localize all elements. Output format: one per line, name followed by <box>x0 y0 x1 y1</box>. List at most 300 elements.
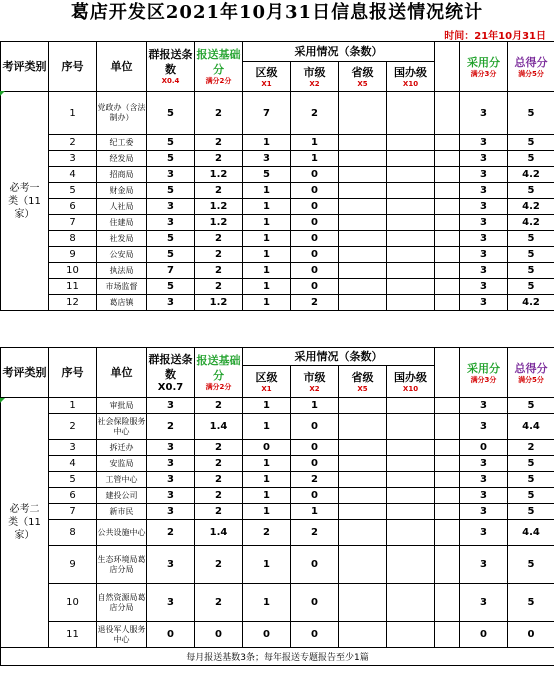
row-index: 10 <box>49 263 97 279</box>
row-spacer <box>435 247 460 263</box>
row-spacer <box>435 584 460 622</box>
row-index: 4 <box>49 167 97 183</box>
row-national <box>387 151 435 167</box>
row-province <box>339 183 387 199</box>
row-spacer <box>435 167 460 183</box>
row-group-count: 7 <box>147 263 195 279</box>
row-base-score: 2 <box>195 456 243 472</box>
row-district: 0 <box>243 440 291 456</box>
row-group-count: 3 <box>147 584 195 622</box>
header-total <box>508 42 554 92</box>
row-province <box>339 247 387 263</box>
row-index: 7 <box>49 504 97 520</box>
row-province <box>339 263 387 279</box>
row-spacer <box>435 414 460 440</box>
header-national-label: 国办级 <box>394 65 427 79</box>
header-national-weight: X10 <box>402 384 419 393</box>
row-index: 9 <box>49 247 97 263</box>
row-national <box>387 440 435 456</box>
row-province <box>339 92 387 135</box>
row-spacer <box>435 183 460 199</box>
row-index: 3 <box>49 151 97 167</box>
row-total: 4.2 <box>508 295 554 311</box>
row-city: 0 <box>291 488 339 504</box>
table-row <box>1 584 554 622</box>
row-unit: 新市民 <box>97 504 147 520</box>
row-total: 5 <box>508 135 554 151</box>
header-total-note: 满分5分 <box>518 375 544 384</box>
row-city: 0 <box>291 231 339 247</box>
table-row <box>1 488 554 504</box>
row-province <box>339 622 387 648</box>
row-total: 0 <box>508 622 554 648</box>
header-city-weight: X2 <box>309 79 320 88</box>
row-group-count: 3 <box>147 295 195 311</box>
row-adopt-score: 3 <box>460 183 508 199</box>
row-district: 1 <box>243 199 291 215</box>
row-index: 8 <box>49 520 97 546</box>
row-city: 0 <box>291 199 339 215</box>
row-base-score: 2 <box>195 247 243 263</box>
table-row <box>1 295 554 311</box>
row-national <box>387 456 435 472</box>
table-row <box>1 151 554 167</box>
header-province-weight: X5 <box>357 79 368 88</box>
row-total: 5 <box>508 247 554 263</box>
row-index: 5 <box>49 183 97 199</box>
row-index: 2 <box>49 414 97 440</box>
row-city: 0 <box>291 622 339 648</box>
row-national <box>387 183 435 199</box>
row-group-count: 3 <box>147 440 195 456</box>
row-province <box>339 231 387 247</box>
row-national <box>387 295 435 311</box>
row-unit: 经发局 <box>97 151 147 167</box>
footer-note: 每月报送基数3条；每年报送专题报告至少1篇 <box>1 648 554 666</box>
row-unit: 安监局 <box>97 456 147 472</box>
header-base-score <box>195 42 243 92</box>
row-total: 5 <box>508 263 554 279</box>
header-group-count-label: 群报送条数 <box>148 48 193 76</box>
row-district: 1 <box>243 398 291 414</box>
row-province <box>339 456 387 472</box>
row-total: 5 <box>508 456 554 472</box>
header-city <box>291 62 339 92</box>
row-total: 4.4 <box>508 520 554 546</box>
row-adopt-score: 3 <box>460 167 508 183</box>
row-city: 1 <box>291 151 339 167</box>
row-base-score: 1.2 <box>195 295 243 311</box>
row-district: 1 <box>243 456 291 472</box>
header-district <box>243 366 291 398</box>
row-national <box>387 167 435 183</box>
row-national <box>387 263 435 279</box>
row-district: 1 <box>243 504 291 520</box>
row-group-count: 5 <box>147 231 195 247</box>
header-district-label: 区级 <box>255 65 278 79</box>
row-province <box>339 279 387 295</box>
row-base-score: 2 <box>195 504 243 520</box>
row-province <box>339 167 387 183</box>
row-index: 9 <box>49 546 97 584</box>
row-spacer <box>435 472 460 488</box>
table-row <box>1 546 554 584</box>
row-adopt-score: 3 <box>460 520 508 546</box>
header-national <box>387 366 435 398</box>
header-adopt-score-note: 满分3分 <box>470 69 497 78</box>
table-row <box>1 215 554 231</box>
row-district: 1 <box>243 263 291 279</box>
header-national-label: 国办级 <box>394 370 427 384</box>
row-city: 0 <box>291 440 339 456</box>
header-district <box>243 62 291 92</box>
row-adopt-score: 3 <box>460 398 508 414</box>
row-group-count: 3 <box>147 472 195 488</box>
header-total-label: 总得分 <box>514 55 548 69</box>
spacer-col <box>435 348 460 398</box>
row-group-count: 3 <box>147 546 195 584</box>
row-base-score: 2 <box>195 263 243 279</box>
row-district: 1 <box>243 584 291 622</box>
header-unit: 单位 <box>97 42 147 92</box>
row-spacer <box>435 398 460 414</box>
row-adopt-score: 3 <box>460 231 508 247</box>
row-base-score: 1.2 <box>195 199 243 215</box>
row-unit: 招商局 <box>97 167 147 183</box>
row-city: 1 <box>291 135 339 151</box>
row-city: 1 <box>291 504 339 520</box>
header-unit: 单位 <box>97 348 147 398</box>
row-total: 5 <box>508 546 554 584</box>
cell-comment-marker <box>0 91 5 96</box>
row-province <box>339 295 387 311</box>
row-adopt-score: 3 <box>460 199 508 215</box>
row-national <box>387 520 435 546</box>
header-province <box>339 62 387 92</box>
row-base-score: 2 <box>195 488 243 504</box>
header-group-count <box>147 42 195 92</box>
row-total: 5 <box>508 279 554 295</box>
row-spacer <box>435 295 460 311</box>
row-province <box>339 151 387 167</box>
row-city: 1 <box>291 398 339 414</box>
row-province <box>339 199 387 215</box>
row-unit: 人社局 <box>97 199 147 215</box>
row-province <box>339 488 387 504</box>
row-group-count: 5 <box>147 183 195 199</box>
row-unit: 退役军人服务中心 <box>97 622 147 648</box>
row-base-score: 1.4 <box>195 414 243 440</box>
row-total: 4.2 <box>508 215 554 231</box>
row-province <box>339 398 387 414</box>
row-group-count: 3 <box>147 456 195 472</box>
row-city: 0 <box>291 584 339 622</box>
row-national <box>387 135 435 151</box>
header-total <box>508 348 554 398</box>
row-base-score: 2 <box>195 398 243 414</box>
row-total: 5 <box>508 472 554 488</box>
header-city-label: 市级 <box>303 370 326 384</box>
category-cell: 必考二类（11家） <box>1 398 49 648</box>
table-row <box>1 199 554 215</box>
row-spacer <box>435 92 460 135</box>
row-spacer <box>435 504 460 520</box>
table-row <box>1 414 554 440</box>
row-group-count: 3 <box>147 167 195 183</box>
row-district: 7 <box>243 92 291 135</box>
row-district: 1 <box>243 295 291 311</box>
header-city <box>291 366 339 398</box>
row-base-score: 2 <box>195 584 243 622</box>
table-row <box>1 231 554 247</box>
row-province <box>339 504 387 520</box>
row-adopt-score: 3 <box>460 135 508 151</box>
row-base-score: 2 <box>195 440 243 456</box>
row-adopt-score: 0 <box>460 622 508 648</box>
row-group-count: 0 <box>147 622 195 648</box>
row-city: 2 <box>291 472 339 488</box>
row-base-score: 1.4 <box>195 520 243 546</box>
header-city-weight: X2 <box>309 384 320 393</box>
row-index: 3 <box>49 440 97 456</box>
row-total: 5 <box>508 584 554 622</box>
row-national <box>387 199 435 215</box>
stats-table-section1 <box>0 41 554 311</box>
row-index: 1 <box>49 92 97 135</box>
row-city: 0 <box>291 167 339 183</box>
row-group-count: 2 <box>147 520 195 546</box>
row-city: 0 <box>291 215 339 231</box>
table-row <box>1 504 554 520</box>
row-index: 8 <box>49 231 97 247</box>
row-total: 5 <box>508 92 554 135</box>
header-city-label: 市级 <box>303 65 326 79</box>
row-unit: 党政办（含法制办） <box>97 92 147 135</box>
row-adopt-score: 3 <box>460 92 508 135</box>
header-adopt-score-label: 采用分 <box>467 55 500 69</box>
header-adopt-score-label: 采用分 <box>467 361 500 375</box>
row-district: 1 <box>243 488 291 504</box>
row-spacer <box>435 440 460 456</box>
row-national <box>387 92 435 135</box>
row-province <box>339 472 387 488</box>
table-row <box>1 135 554 151</box>
row-district: 1 <box>243 414 291 440</box>
row-district: 1 <box>243 546 291 584</box>
row-unit: 公安局 <box>97 247 147 263</box>
row-adopt-score: 3 <box>460 472 508 488</box>
row-spacer <box>435 546 460 584</box>
header-base-score-label: 报送基础分 <box>196 354 241 382</box>
row-unit: 审批局 <box>97 398 147 414</box>
row-unit: 生态环境局葛店分局 <box>97 546 147 584</box>
table-row <box>1 247 554 263</box>
row-base-score: 2 <box>195 546 243 584</box>
row-total: 5 <box>508 231 554 247</box>
row-unit: 执法局 <box>97 263 147 279</box>
row-city: 0 <box>291 183 339 199</box>
table-row <box>1 398 554 414</box>
header-category: 考评类别 <box>1 348 49 398</box>
row-base-score: 2 <box>195 472 243 488</box>
row-city: 0 <box>291 263 339 279</box>
row-unit: 市场监督 <box>97 279 147 295</box>
row-base-score: 2 <box>195 135 243 151</box>
row-unit: 住建局 <box>97 215 147 231</box>
header-province-label: 省级 <box>351 65 374 79</box>
spacer-col <box>435 42 460 92</box>
header-category: 考评类别 <box>1 42 49 92</box>
row-adopt-score: 3 <box>460 584 508 622</box>
row-national <box>387 279 435 295</box>
row-national <box>387 622 435 648</box>
header-group-count <box>147 348 195 398</box>
header-adopt-score-note: 满分3分 <box>470 375 497 384</box>
row-spacer <box>435 151 460 167</box>
row-district: 1 <box>243 183 291 199</box>
cell-comment-marker <box>0 398 5 403</box>
row-adopt-score: 3 <box>460 279 508 295</box>
header-district-weight: X1 <box>261 384 272 393</box>
row-base-score: 2 <box>195 151 243 167</box>
row-district: 1 <box>243 215 291 231</box>
row-city: 0 <box>291 546 339 584</box>
row-group-count: 5 <box>147 247 195 263</box>
header-group-weight: X0.7 <box>157 381 184 393</box>
row-district: 1 <box>243 135 291 151</box>
table-row <box>1 622 554 648</box>
row-city: 0 <box>291 247 339 263</box>
row-city: 2 <box>291 520 339 546</box>
row-city: 0 <box>291 414 339 440</box>
row-index: 11 <box>49 279 97 295</box>
row-province <box>339 414 387 440</box>
row-national <box>387 546 435 584</box>
row-total: 4.2 <box>508 167 554 183</box>
row-national <box>387 584 435 622</box>
row-adopt-score: 3 <box>460 247 508 263</box>
header-adoption: 采用情况（条数） <box>243 42 435 62</box>
row-total: 4.2 <box>508 199 554 215</box>
row-unit: 自然资源局葛店分局 <box>97 584 147 622</box>
table-row <box>1 456 554 472</box>
date-label: 时间：21年10月31日 <box>444 31 546 42</box>
header-group-weight: X0.4 <box>161 77 180 85</box>
row-adopt-score: 3 <box>460 456 508 472</box>
row-adopt-score: 3 <box>460 414 508 440</box>
row-unit: 葛店镇 <box>97 295 147 311</box>
row-city: 2 <box>291 92 339 135</box>
row-base-score: 1.2 <box>195 167 243 183</box>
row-base-score: 2 <box>195 92 243 135</box>
row-unit: 建投公司 <box>97 488 147 504</box>
row-spacer <box>435 199 460 215</box>
row-group-count: 3 <box>147 488 195 504</box>
row-national <box>387 504 435 520</box>
header-base-score <box>195 348 243 398</box>
category-cell: 必考一类（11家） <box>1 92 49 311</box>
row-total: 5 <box>508 504 554 520</box>
table-row <box>1 279 554 295</box>
row-base-score: 2 <box>195 279 243 295</box>
table-row <box>1 440 554 456</box>
row-province <box>339 546 387 584</box>
row-total: 5 <box>508 488 554 504</box>
row-national <box>387 398 435 414</box>
row-district: 2 <box>243 520 291 546</box>
row-district: 3 <box>243 151 291 167</box>
row-province <box>339 584 387 622</box>
row-group-count: 3 <box>147 215 195 231</box>
row-index: 4 <box>49 456 97 472</box>
row-unit: 财金局 <box>97 183 147 199</box>
row-district: 1 <box>243 279 291 295</box>
row-index: 10 <box>49 584 97 622</box>
row-index: 1 <box>49 398 97 414</box>
row-unit: 纪工委 <box>97 135 147 151</box>
header-adoption: 采用情况（条数） <box>243 348 435 366</box>
header-adopt-score <box>460 42 508 92</box>
header-province-label: 省级 <box>351 370 374 384</box>
row-total: 2 <box>508 440 554 456</box>
row-base-score: 2 <box>195 183 243 199</box>
row-unit: 工管中心 <box>97 472 147 488</box>
row-group-count: 2 <box>147 414 195 440</box>
row-spacer <box>435 279 460 295</box>
row-spacer <box>435 488 460 504</box>
row-adopt-score: 3 <box>460 215 508 231</box>
row-total: 5 <box>508 398 554 414</box>
row-group-count: 3 <box>147 504 195 520</box>
row-base-score: 0 <box>195 622 243 648</box>
table-row <box>1 263 554 279</box>
row-spacer <box>435 263 460 279</box>
row-group-count: 5 <box>147 135 195 151</box>
row-total: 5 <box>508 151 554 167</box>
header-base-score-note: 满分2分 <box>205 383 232 391</box>
header-national-weight: X10 <box>402 79 419 88</box>
row-group-count: 5 <box>147 92 195 135</box>
row-city: 2 <box>291 295 339 311</box>
row-spacer <box>435 135 460 151</box>
row-group-count: 3 <box>147 199 195 215</box>
row-district: 1 <box>243 472 291 488</box>
header-group-count-label: 群报送条数 <box>148 352 193 381</box>
header-index: 序号 <box>49 42 97 92</box>
row-adopt-score: 3 <box>460 151 508 167</box>
row-city: 0 <box>291 456 339 472</box>
row-base-score: 2 <box>195 231 243 247</box>
header-national <box>387 62 435 92</box>
row-group-count: 5 <box>147 279 195 295</box>
row-national <box>387 472 435 488</box>
row-national <box>387 215 435 231</box>
row-unit: 社会保险服务中心 <box>97 414 147 440</box>
header-index: 序号 <box>49 348 97 398</box>
row-adopt-score: 3 <box>460 295 508 311</box>
row-province <box>339 520 387 546</box>
row-spacer <box>435 456 460 472</box>
row-province <box>339 135 387 151</box>
header-district-label: 区级 <box>255 370 278 384</box>
row-city: 0 <box>291 279 339 295</box>
table-row <box>1 92 554 135</box>
header-base-score-note: 满分2分 <box>205 77 232 85</box>
header-total-label: 总得分 <box>514 361 548 375</box>
row-adopt-score: 3 <box>460 488 508 504</box>
row-index: 11 <box>49 622 97 648</box>
row-index: 5 <box>49 472 97 488</box>
